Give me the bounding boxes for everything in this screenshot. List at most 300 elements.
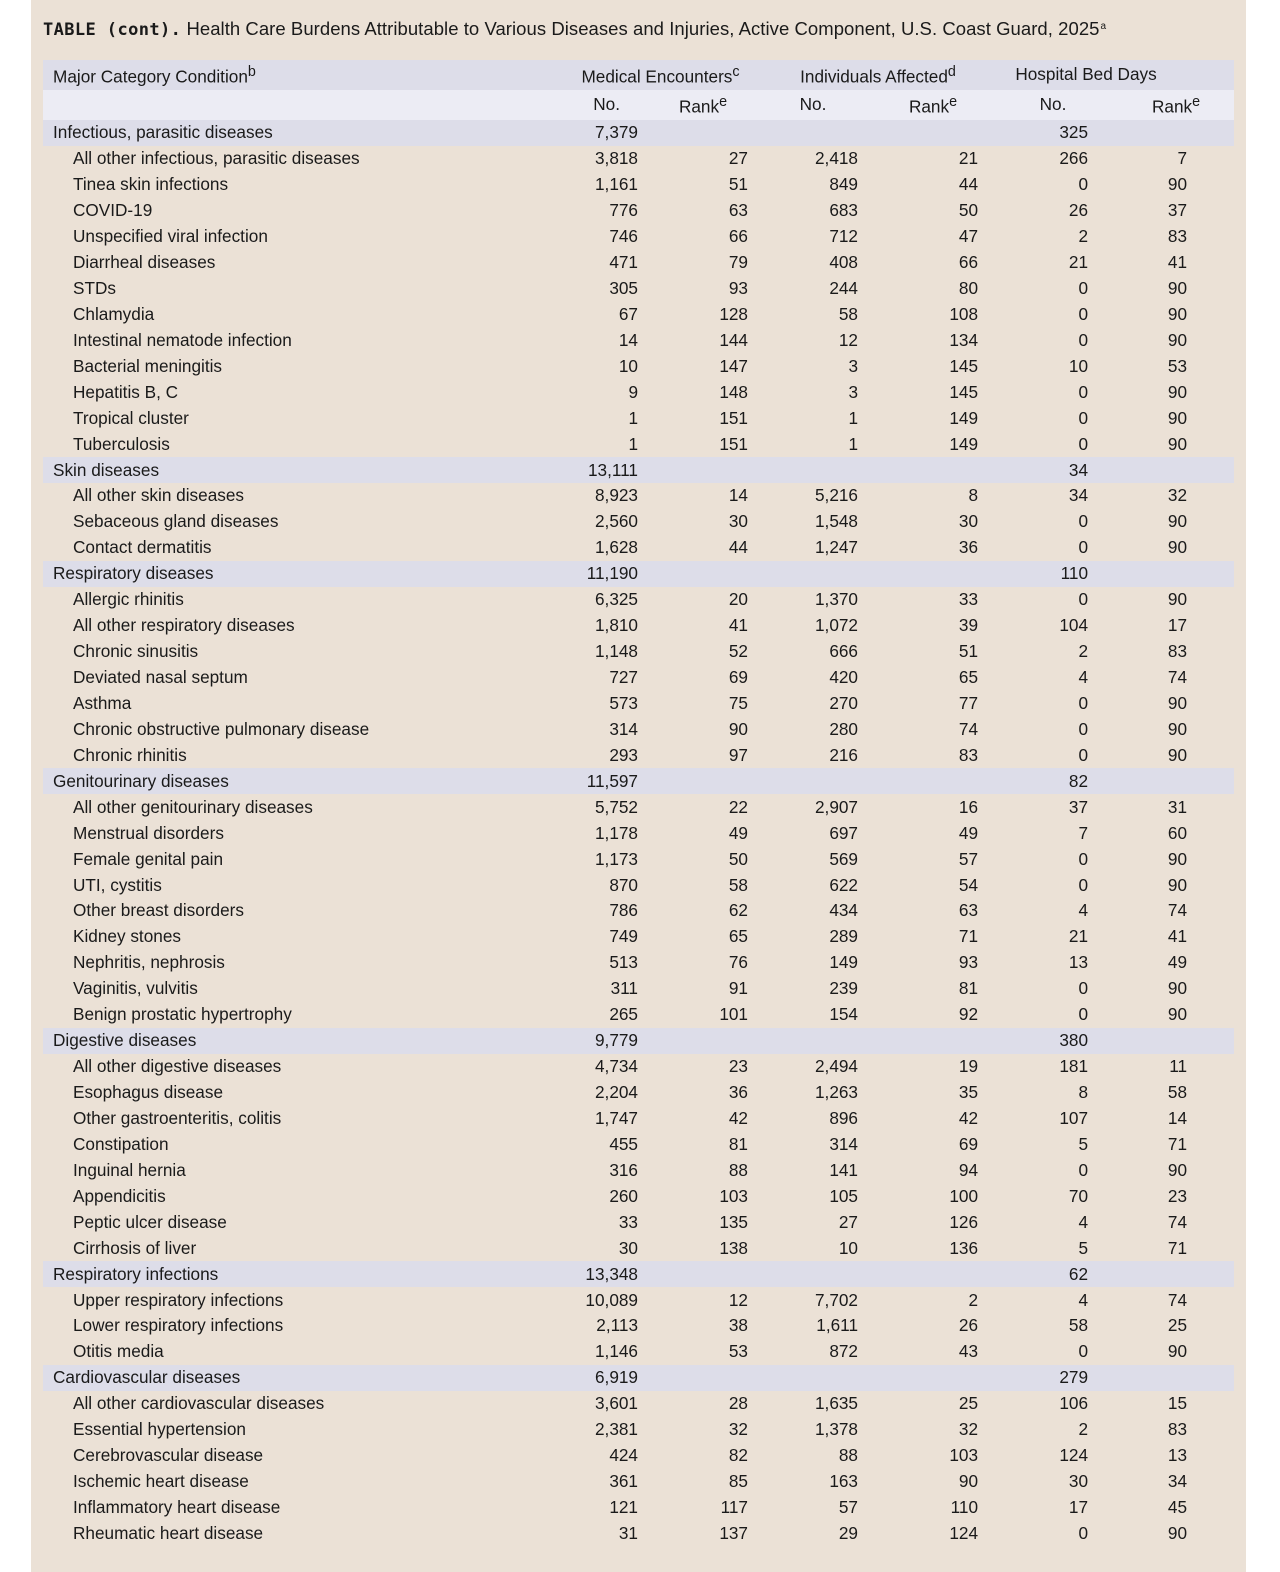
individuals-rank-cell xyxy=(858,1028,978,1054)
condition-cell: All other digestive diseases xyxy=(73,1056,282,1077)
individuals-rank-cell: 134 xyxy=(949,329,979,350)
condition-cell: Allergic rhinitis xyxy=(73,589,184,610)
individuals-rank-cell: 71 xyxy=(958,926,979,947)
encounters-rank-cell: 93 xyxy=(728,277,748,298)
table-row xyxy=(43,1469,1234,1495)
encounters-rank-cell: 79 xyxy=(728,252,748,273)
encounters-rank-cell: 66 xyxy=(728,226,748,247)
table-row xyxy=(43,1495,1234,1521)
bed-days-no-cell: 58 xyxy=(1068,1315,1089,1336)
table-row xyxy=(43,665,1234,691)
encounters-no-cell: 1 xyxy=(628,433,638,454)
individuals-no-cell: 697 xyxy=(829,822,858,843)
encounters-rank-cell: 23 xyxy=(728,1056,748,1077)
bed-days-no-cell: 0 xyxy=(1078,303,1089,324)
individuals-rank-cell: 93 xyxy=(958,952,979,973)
bed-days-no-cell: 0 xyxy=(1078,692,1089,713)
encounters-rank-cell: 41 xyxy=(728,615,748,636)
encounters-no-cell: 6,919 xyxy=(594,1367,638,1388)
condition-cell: All other respiratory diseases xyxy=(73,615,295,636)
condition-cell: Contact dermatitis xyxy=(73,537,212,558)
table-row xyxy=(43,483,1234,509)
encounters-no-cell: 1,146 xyxy=(594,1341,638,1362)
bed-days-rank-cell: 17 xyxy=(1167,615,1188,636)
bed-days-rank-cell xyxy=(1088,1028,1234,1054)
table-row xyxy=(43,613,1234,639)
bed-days-rank-cell: 90 xyxy=(1167,303,1188,324)
individuals-no-cell: 141 xyxy=(829,1159,858,1180)
individuals-no-cell xyxy=(748,561,858,587)
individuals-no-cell: 88 xyxy=(838,1445,858,1466)
individuals-rank-cell: 54 xyxy=(958,874,979,895)
bed-days-rank-cell: 90 xyxy=(1167,1522,1188,1543)
encounters-rank-cell: 32 xyxy=(728,1419,748,1440)
bed-days-no-cell: 17 xyxy=(1068,1497,1089,1518)
table-row xyxy=(43,1287,1234,1313)
individuals-no-cell: 1,370 xyxy=(814,589,858,610)
table-row xyxy=(43,1417,1234,1443)
encounters-rank-cell: 91 xyxy=(728,978,748,999)
encounters-rank-cell: 51 xyxy=(728,174,748,195)
bed-days-rank-cell: 31 xyxy=(1167,796,1188,817)
table-row xyxy=(43,1158,1234,1184)
individuals-rank-cell: 108 xyxy=(949,303,979,324)
individuals-rank-cell: 110 xyxy=(950,1497,979,1518)
bed-days-no-cell: 10 xyxy=(1068,355,1089,376)
table-row xyxy=(43,509,1234,535)
individuals-rank-cell: 25 xyxy=(958,1393,979,1414)
bed-days-rank-cell: 74 xyxy=(1167,667,1188,688)
bed-days-rank-cell: 90 xyxy=(1167,978,1188,999)
encounters-no-cell: 3,818 xyxy=(594,148,638,169)
encounters-rank-cell: 137 xyxy=(719,1522,748,1543)
bed-days-rank-cell: 58 xyxy=(1167,1082,1188,1103)
individuals-no-cell: 27 xyxy=(838,1211,858,1232)
individuals-rank-cell: 145 xyxy=(949,381,979,402)
table-row xyxy=(43,1313,1234,1339)
condition-cell: Respiratory infections xyxy=(53,1263,219,1284)
individuals-no-cell: 1,072 xyxy=(814,615,858,636)
encounters-rank-cell: 88 xyxy=(728,1159,748,1180)
header-condition: Major Category Condition$^b$ xyxy=(53,63,256,87)
bed-days-no-cell: 106 xyxy=(1059,1393,1089,1414)
encounters-no-cell: 314 xyxy=(609,718,638,739)
bed-days-rank-cell: 90 xyxy=(1167,277,1188,298)
encounters-rank-cell xyxy=(638,1028,748,1054)
encounters-no-cell: 31 xyxy=(618,1522,638,1543)
header-medical-encounters: Medical Encounters$^c$ xyxy=(581,63,740,87)
table-row xyxy=(43,535,1234,561)
individuals-no-cell: 154 xyxy=(829,1004,858,1025)
condition-cell: Benign prostatic hypertrophy xyxy=(73,1004,292,1025)
individuals-rank-cell: 21 xyxy=(958,148,979,169)
encounters-rank-cell: 20 xyxy=(728,589,748,610)
condition-cell: Lower respiratory infections xyxy=(73,1315,284,1336)
encounters-no-cell: 11,597 xyxy=(586,770,638,791)
bed-days-no-cell: 181 xyxy=(1059,1056,1089,1077)
header-enc-rank: Rank$^e$ xyxy=(678,93,728,117)
header-row-groups xyxy=(43,60,1234,90)
condition-cell: Menstrual disorders xyxy=(73,822,224,843)
bed-days-no-cell: 104 xyxy=(1059,615,1089,636)
encounters-rank-cell: 90 xyxy=(728,718,748,739)
individuals-rank-cell: 35 xyxy=(958,1082,979,1103)
encounters-no-cell: 10,089 xyxy=(585,1289,638,1310)
bed-days-no-cell: 279 xyxy=(1059,1367,1089,1388)
table-row xyxy=(43,1209,1234,1235)
bed-days-rank-cell: 13 xyxy=(1167,1445,1188,1466)
category-row xyxy=(43,1028,1234,1054)
condition-cell: Genitourinary diseases xyxy=(53,770,229,791)
encounters-rank-cell xyxy=(638,1261,748,1287)
individuals-no-cell: 12 xyxy=(838,329,858,350)
individuals-no-cell: 314 xyxy=(829,1133,858,1154)
bed-days-rank-cell: 11 xyxy=(1169,1056,1188,1077)
table-row xyxy=(43,431,1234,457)
encounters-no-cell: 2,204 xyxy=(594,1082,638,1103)
encounters-no-cell: 424 xyxy=(609,1445,638,1466)
bed-days-no-cell: 0 xyxy=(1078,277,1089,298)
condition-cell: UTI, cystitis xyxy=(73,874,162,895)
individuals-rank-cell: 57 xyxy=(958,848,979,869)
bed-days-rank-cell: 49 xyxy=(1167,952,1188,973)
individuals-rank-cell: 100 xyxy=(949,1185,979,1206)
table-row xyxy=(43,976,1234,1002)
bed-days-no-cell: 0 xyxy=(1078,511,1089,532)
bed-days-no-cell: 5 xyxy=(1078,1133,1089,1154)
table-label: TABLE (cont). xyxy=(43,20,182,40)
individuals-rank-cell xyxy=(858,768,978,794)
individuals-no-cell: 622 xyxy=(829,874,858,895)
encounters-rank-cell: 36 xyxy=(728,1082,748,1103)
table-row xyxy=(43,353,1234,379)
encounters-rank-cell: 144 xyxy=(719,329,748,350)
individuals-rank-cell: 32 xyxy=(958,1419,979,1440)
encounters-rank-cell: 128 xyxy=(719,303,748,324)
bed-days-no-cell: 0 xyxy=(1078,874,1089,895)
table-row xyxy=(43,639,1234,665)
condition-cell: Respiratory diseases xyxy=(53,563,214,584)
bed-days-rank-cell: 90 xyxy=(1167,874,1188,895)
condition-cell: Chronic sinusitis xyxy=(73,641,199,662)
encounters-no-cell: 265 xyxy=(609,1004,638,1025)
individuals-no-cell: 1,548 xyxy=(814,511,858,532)
bed-days-rank-cell: 41 xyxy=(1167,926,1188,947)
individuals-no-cell: 3 xyxy=(848,381,858,402)
bed-days-rank-cell xyxy=(1088,768,1234,794)
condition-cell: Inflammatory heart disease xyxy=(73,1497,281,1518)
encounters-no-cell: 1,628 xyxy=(594,537,638,558)
table-row xyxy=(43,276,1234,302)
encounters-rank-cell: 30 xyxy=(728,511,748,532)
individuals-rank-cell xyxy=(858,457,978,483)
individuals-no-cell: 244 xyxy=(829,277,858,298)
encounters-rank-cell: 52 xyxy=(728,641,748,662)
encounters-rank-cell: 151 xyxy=(719,433,748,454)
bed-days-no-cell: 21 xyxy=(1068,926,1089,947)
encounters-rank-cell: 12 xyxy=(728,1289,748,1310)
individuals-no-cell: 420 xyxy=(829,667,858,688)
encounters-no-cell: 67 xyxy=(618,303,638,324)
table-panel xyxy=(31,0,1246,1572)
bed-days-rank-cell: 71 xyxy=(1167,1133,1188,1154)
bed-days-rank-cell: 90 xyxy=(1167,407,1188,428)
individuals-rank-cell: 81 xyxy=(958,978,979,999)
encounters-no-cell: 14 xyxy=(618,329,638,350)
bed-days-rank-cell xyxy=(1088,1261,1234,1287)
individuals-rank-cell: 74 xyxy=(958,718,979,739)
bed-days-rank-cell: 90 xyxy=(1167,174,1188,195)
bed-days-rank-cell: 74 xyxy=(1167,900,1188,921)
table-title-text: Health Care Burdens Attributable to Various Diseases and Injuries, Active Component, U.S. Coast Guard, 2025 xyxy=(186,18,1100,39)
bed-days-no-cell: 8 xyxy=(1078,1082,1089,1103)
condition-cell: Chronic obstructive pulmonary disease xyxy=(73,718,370,739)
bed-days-no-cell: 0 xyxy=(1078,1522,1089,1543)
table-row xyxy=(43,691,1234,717)
condition-cell: Bacterial meningitis xyxy=(73,355,223,376)
individuals-rank-cell: 19 xyxy=(958,1056,979,1077)
encounters-no-cell: 1,178 xyxy=(594,822,638,843)
bed-days-rank-cell: 90 xyxy=(1167,381,1188,402)
table-row xyxy=(43,1521,1234,1547)
table-row xyxy=(43,379,1234,405)
bed-days-no-cell: 7 xyxy=(1078,822,1089,843)
table-row xyxy=(43,950,1234,976)
condition-cell: Other gastroenteritis, colitis xyxy=(73,1107,282,1128)
header-ind-rank: Rank$^e$ xyxy=(908,93,958,117)
encounters-no-cell: 2,560 xyxy=(594,511,638,532)
encounters-rank-cell: 27 xyxy=(728,148,748,169)
condition-cell: Appendicitis xyxy=(73,1185,166,1206)
table-row xyxy=(43,146,1234,172)
table-row xyxy=(43,1054,1234,1080)
encounters-rank-cell xyxy=(638,561,748,587)
condition-cell: Infectious, parasitic diseases xyxy=(53,122,273,143)
bed-days-no-cell: 0 xyxy=(1078,589,1089,610)
encounters-no-cell: 776 xyxy=(609,200,638,221)
bed-days-rank-cell: 90 xyxy=(1167,537,1188,558)
individuals-rank-cell: 149 xyxy=(949,407,979,428)
individuals-rank-cell: 42 xyxy=(958,1107,979,1128)
individuals-rank-cell: 47 xyxy=(958,226,979,247)
individuals-rank-cell: 8 xyxy=(968,485,979,506)
individuals-rank-cell: 2 xyxy=(968,1289,979,1310)
individuals-no-cell: 57 xyxy=(838,1497,858,1518)
individuals-no-cell: 239 xyxy=(829,978,858,999)
encounters-no-cell: 4,734 xyxy=(594,1056,638,1077)
individuals-rank-cell: 83 xyxy=(958,744,979,765)
encounters-rank-cell: 147 xyxy=(719,355,748,376)
data-table xyxy=(43,60,1234,1547)
condition-cell: Esophagus disease xyxy=(73,1082,224,1103)
encounters-rank-cell: 85 xyxy=(728,1471,748,1492)
bed-days-no-cell: 82 xyxy=(1068,770,1089,791)
bed-days-no-cell: 0 xyxy=(1078,407,1089,428)
table-row xyxy=(43,820,1234,846)
individuals-rank-cell: 65 xyxy=(958,667,979,688)
encounters-no-cell: 33 xyxy=(618,1211,638,1232)
condition-cell: Cardiovascular diseases xyxy=(53,1367,241,1388)
encounters-no-cell: 455 xyxy=(609,1133,638,1154)
category-row xyxy=(43,1365,1234,1391)
encounters-no-cell: 9 xyxy=(628,381,638,402)
bed-days-no-cell: 30 xyxy=(1068,1471,1089,1492)
encounters-no-cell: 573 xyxy=(609,692,638,713)
encounters-no-cell: 870 xyxy=(609,874,638,895)
condition-cell: Constipation xyxy=(73,1133,169,1154)
individuals-no-cell: 149 xyxy=(829,952,858,973)
bed-days-rank-cell xyxy=(1088,1365,1234,1391)
bed-days-rank-cell: 90 xyxy=(1167,433,1188,454)
condition-cell: All other skin diseases xyxy=(73,485,245,506)
individuals-rank-cell xyxy=(858,561,978,587)
bed-days-no-cell: 325 xyxy=(1059,122,1089,143)
bed-days-no-cell: 0 xyxy=(1078,978,1089,999)
table-row xyxy=(43,198,1234,224)
encounters-rank-cell: 117 xyxy=(720,1497,748,1518)
individuals-rank-cell: 49 xyxy=(958,822,979,843)
encounters-rank-cell: 58 xyxy=(728,874,748,895)
encounters-rank-cell: 101 xyxy=(719,1004,748,1025)
individuals-no-cell: 872 xyxy=(829,1341,858,1362)
bed-days-no-cell: 2 xyxy=(1078,641,1089,662)
encounters-no-cell: 1,810 xyxy=(594,615,638,636)
condition-cell: Chronic rhinitis xyxy=(73,744,187,765)
encounters-no-cell: 1 xyxy=(628,407,638,428)
table-row xyxy=(43,898,1234,924)
individuals-rank-cell: 90 xyxy=(958,1471,979,1492)
bed-days-no-cell: 4 xyxy=(1078,667,1089,688)
encounters-no-cell: 13,111 xyxy=(587,459,638,480)
bed-days-no-cell: 70 xyxy=(1068,1185,1089,1206)
encounters-rank-cell: 65 xyxy=(728,926,748,947)
individuals-no-cell xyxy=(748,768,858,794)
individuals-no-cell: 29 xyxy=(838,1522,858,1543)
encounters-rank-cell: 103 xyxy=(719,1185,748,1206)
encounters-no-cell: 13,348 xyxy=(585,1263,638,1284)
condition-cell: All other infectious, parasitic diseases xyxy=(73,148,360,169)
header-blank xyxy=(43,90,533,120)
encounters-rank-cell: 44 xyxy=(728,537,748,558)
individuals-no-cell: 5,216 xyxy=(814,485,858,506)
bed-days-rank-cell: 90 xyxy=(1167,1004,1188,1025)
condition-cell: Intestinal nematode infection xyxy=(73,329,292,350)
header-row-subcolumns xyxy=(43,90,1234,120)
table-row xyxy=(43,328,1234,354)
condition-cell: Nephritis, nephrosis xyxy=(73,952,225,973)
condition-cell: Inguinal hernia xyxy=(73,1159,186,1180)
bed-days-rank-cell: 41 xyxy=(1167,252,1188,273)
bed-days-no-cell: 266 xyxy=(1059,148,1089,169)
table-row xyxy=(43,717,1234,743)
condition-cell: Other breast disorders xyxy=(73,900,244,921)
category-row xyxy=(43,457,1234,483)
individuals-no-cell: 2,418 xyxy=(814,148,858,169)
individuals-rank-cell: 66 xyxy=(958,252,979,273)
condition-cell: COVID-19 xyxy=(73,200,153,221)
condition-cell: Tinea skin infections xyxy=(73,174,229,195)
condition-cell: Essential hypertension xyxy=(73,1419,246,1440)
condition-cell: Tropical cluster xyxy=(73,407,189,428)
individuals-no-cell: 1,611 xyxy=(816,1315,858,1336)
header-bed-rank: Rank$^e$ xyxy=(1151,93,1201,117)
table-row xyxy=(43,1080,1234,1106)
header-individuals-affected: Individuals Affected$^d$ xyxy=(800,63,956,87)
table-row xyxy=(43,587,1234,613)
bed-days-rank-cell: 25 xyxy=(1167,1315,1188,1336)
individuals-rank-cell: 43 xyxy=(958,1341,979,1362)
condition-cell: Tuberculosis xyxy=(73,433,170,454)
condition-cell: Skin diseases xyxy=(53,459,160,480)
individuals-no-cell: 10 xyxy=(838,1237,858,1258)
category-row xyxy=(43,768,1234,794)
individuals-rank-cell: 44 xyxy=(958,174,979,195)
table-row xyxy=(43,250,1234,276)
table-row xyxy=(43,1106,1234,1132)
individuals-no-cell: 3 xyxy=(848,355,858,376)
condition-cell: Sebaceous gland diseases xyxy=(73,511,279,532)
bed-days-no-cell: 13 xyxy=(1068,952,1089,973)
individuals-rank-cell: 145 xyxy=(949,355,979,376)
encounters-no-cell: 121 xyxy=(609,1497,638,1518)
encounters-rank-cell: 97 xyxy=(728,744,748,765)
bed-days-no-cell: 0 xyxy=(1078,718,1089,739)
condition-cell: Unspecified viral infection xyxy=(73,226,268,247)
bed-days-rank-cell: 74 xyxy=(1167,1211,1188,1232)
encounters-no-cell: 1,747 xyxy=(594,1107,638,1128)
individuals-no-cell: 58 xyxy=(838,303,858,324)
bed-days-rank-cell: 90 xyxy=(1167,692,1188,713)
table-row xyxy=(43,1235,1234,1261)
condition-cell: Deviated nasal septum xyxy=(73,667,248,688)
individuals-rank-cell: 26 xyxy=(958,1315,979,1336)
individuals-no-cell: 2,494 xyxy=(814,1056,858,1077)
bed-days-rank-cell: 32 xyxy=(1167,485,1188,506)
bed-days-rank-cell: 90 xyxy=(1167,511,1188,532)
table-row xyxy=(43,1002,1234,1028)
encounters-no-cell: 471 xyxy=(609,252,638,273)
bed-days-rank-cell: 15 xyxy=(1167,1393,1188,1414)
individuals-rank-cell xyxy=(858,1261,978,1287)
bed-days-rank-cell: 90 xyxy=(1167,589,1188,610)
bed-days-no-cell: 4 xyxy=(1078,900,1089,921)
bed-days-no-cell: 0 xyxy=(1078,537,1089,558)
individuals-no-cell: 270 xyxy=(829,692,858,713)
encounters-rank-cell: 76 xyxy=(728,952,748,973)
bed-days-rank-cell: 83 xyxy=(1167,1419,1188,1440)
encounters-rank-cell: 38 xyxy=(728,1315,748,1336)
bed-days-rank-cell: 71 xyxy=(1167,1237,1188,1258)
encounters-no-cell: 8,923 xyxy=(594,485,638,506)
individuals-no-cell xyxy=(748,1365,858,1391)
title-footnote-marker: a xyxy=(1100,21,1107,32)
condition-cell: All other genitourinary diseases xyxy=(73,796,313,817)
category-row xyxy=(43,1261,1234,1287)
bed-days-rank-cell: 90 xyxy=(1167,848,1188,869)
encounters-no-cell: 727 xyxy=(609,667,638,688)
individuals-no-cell: 105 xyxy=(829,1185,858,1206)
individuals-rank-cell: 39 xyxy=(958,615,979,636)
encounters-rank-cell: 81 xyxy=(728,1133,748,1154)
category-row xyxy=(43,561,1234,587)
bed-days-no-cell: 0 xyxy=(1078,329,1089,350)
bed-days-no-cell: 107 xyxy=(1059,1107,1089,1128)
encounters-no-cell: 10 xyxy=(618,355,638,376)
encounters-no-cell: 260 xyxy=(609,1185,638,1206)
encounters-no-cell: 2,381 xyxy=(594,1419,638,1440)
bed-days-no-cell: 124 xyxy=(1059,1445,1089,1466)
condition-cell: Chlamydia xyxy=(73,303,155,324)
